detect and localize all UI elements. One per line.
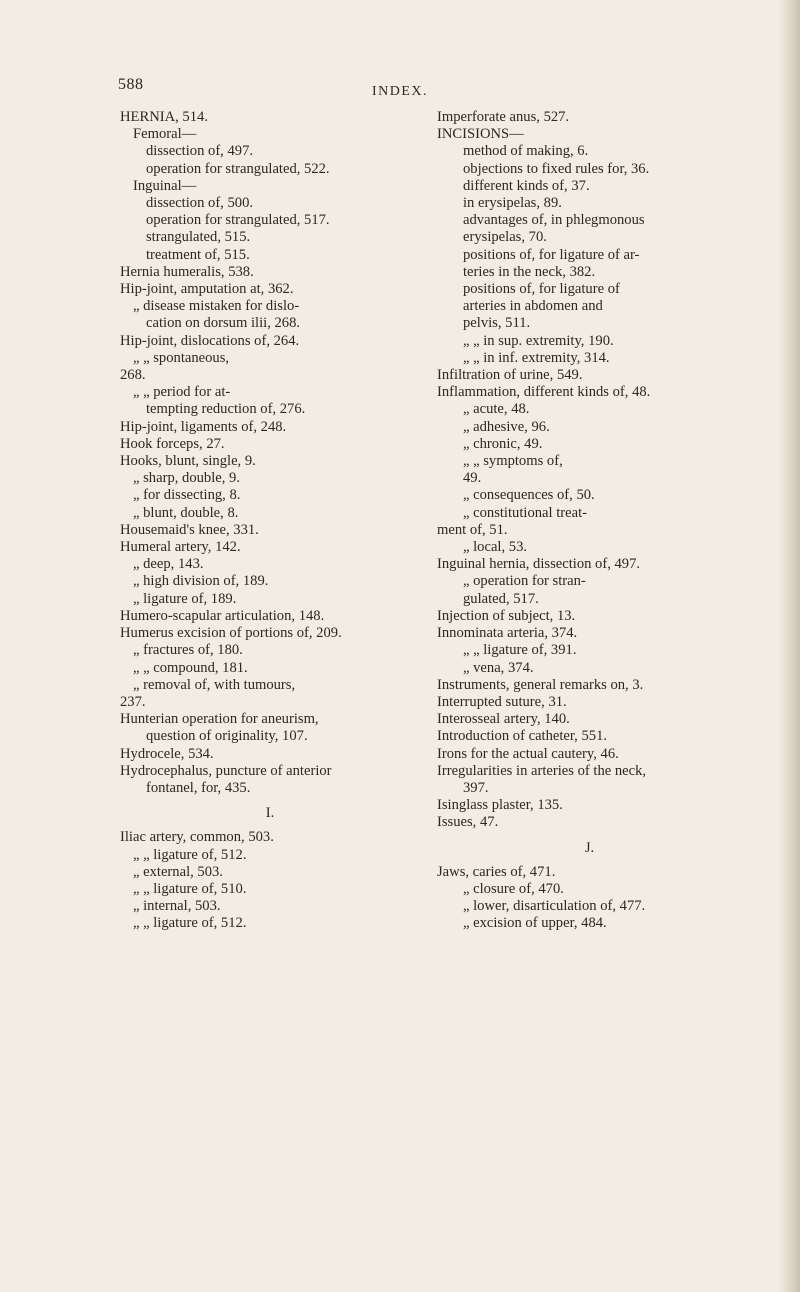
index-entry: Innominata arteria, 374. [437, 625, 578, 642]
index-column-right [437, 109, 742, 933]
index-entry: in erysipelas, 89. [463, 195, 562, 212]
index-entry: 268. [120, 367, 146, 384]
index-entry: „ adhesive, 96. [463, 418, 550, 435]
index-entry: „ blunt, double, 8. [133, 504, 239, 521]
index-column-left [120, 109, 420, 933]
index-entry: Irons for the actual cautery, 46. [437, 745, 619, 762]
index-entry: „ „ in sup. extremity, 190. [463, 332, 614, 349]
index-entry: Hip-joint, dislocations of, 264. [120, 332, 300, 349]
index-entry: HERNIA, 514. [120, 109, 208, 125]
index-entry: objections to fixed rules for, 36. [463, 160, 650, 177]
index-entry: fontanel, for, 435. [146, 779, 251, 796]
index-entry: Humero-scapular articulation, 148. [120, 607, 325, 624]
index-entry: „ fractures of, 180. [133, 642, 243, 659]
index-entry: „ removal of, with tumours, [133, 676, 296, 693]
index-entry: 49. [463, 470, 482, 487]
index-entry: „ „ period for at- [133, 384, 231, 401]
index-entry: different kinds of, 37. [463, 177, 590, 194]
index-entry: Inflammation, different kinds of, 48. [437, 384, 651, 401]
index-entry: „ external, 503. [133, 863, 223, 880]
index-entry: cation on dorsum ilii, 268. [146, 315, 301, 332]
index-entry: „ closure of, 470. [463, 880, 564, 897]
index-entry: „ deep, 143. [133, 556, 204, 573]
index-entry: Hip-joint, ligaments of, 248. [120, 418, 287, 435]
index-entry: Instruments, general remarks on, 3. [437, 676, 644, 693]
index-entry: „ consequences of, 50. [463, 487, 595, 504]
index-entry: „ ligature of, 189. [133, 590, 237, 607]
index-entry: Hook forceps, 27. [120, 435, 225, 452]
index-entry: Hip-joint, amputation at, 362. [120, 281, 294, 298]
index-entry: Infiltration of urine, 549. [437, 367, 583, 384]
index-entry: method of making, 6. [463, 143, 589, 160]
index-entry: gulated, 517. [463, 590, 539, 607]
index-entry: pelvis, 511. [463, 315, 531, 332]
running-head: INDEX. [371, 84, 429, 99]
index-entry: „ constitutional treat- [463, 504, 588, 521]
index-entry: Injection of subject, 13. [437, 607, 576, 624]
index-entry: dissection of, 500. [146, 195, 254, 212]
index-entry: Introduction of catheter, 551. [437, 728, 608, 745]
index-entry: Imperforate anus, 527. [437, 109, 570, 125]
index-entry: „ „ ligature of, 512. [133, 846, 247, 863]
index-entry: question of originality, 107. [146, 728, 308, 745]
index-entry: Inguinal hernia, dissection of, 497. [437, 556, 641, 573]
index-entry: „ lower, disarticulation of, 477. [463, 898, 646, 915]
index-entry: Hooks, blunt, single, 9. [120, 453, 256, 470]
index-entry: „ „ in inf. extremity, 314. [463, 349, 610, 366]
index-entry: tempting reduction of, 276. [146, 401, 306, 418]
index-entry: „ „ compound, 181. [133, 659, 248, 676]
index-entry: „ „ ligature of, 391. [463, 642, 577, 659]
index-entry: „ operation for stran- [463, 573, 586, 590]
index-entry: Humerus excision of portions of, 209. [120, 625, 342, 642]
index-entry: „ for dissecting, 8. [133, 487, 241, 504]
index-entry: „ sharp, double, 9. [133, 470, 240, 487]
section-letter: I. [265, 805, 275, 822]
index-entry: Interrupted suture, 31. [437, 693, 567, 710]
index-entry: Irregularities in arteries of the neck, [437, 762, 647, 779]
index-entry: Interosseal artery, 140. [437, 711, 570, 728]
index-entry: 237. [120, 693, 146, 710]
index-entry: Jaws, caries of, 471. [437, 863, 556, 880]
index-entry: Humeral artery, 142. [120, 539, 241, 556]
index-entry: strangulated, 515. [146, 229, 251, 246]
index-entry: Hunterian operation for aneurism, [120, 711, 319, 728]
index-entry: arteries in abdomen and [463, 298, 603, 315]
index-entry: „ „ ligature of, 512. [133, 915, 247, 932]
index-entry: positions of, for ligature of [463, 281, 620, 298]
index-entry: Issues, 47. [437, 814, 499, 831]
index-entry: ment of, 51. [437, 521, 508, 538]
index-entry: „ chronic, 49. [463, 435, 543, 452]
index-entry: Hydrocele, 534. [120, 745, 214, 762]
index-entry: Inguinal— [133, 177, 197, 194]
page-edge-shadow [778, 0, 800, 1292]
index-entry: Hydrocephalus, puncture of anterior [120, 762, 332, 779]
index-entry: INCISIONS— [437, 126, 524, 143]
index-entry: Housemaid's knee, 331. [120, 521, 259, 538]
index-entry: „ „ spontaneous, [133, 349, 230, 366]
index-entry: 397. [463, 779, 489, 796]
index-entry: Iliac artery, common, 503. [120, 829, 274, 846]
index-entry: dissection of, 497. [146, 143, 254, 160]
page-number: 588 [118, 76, 144, 93]
index-entry: erysipelas, 70. [463, 229, 547, 246]
index-entry: „ high division of, 189. [133, 573, 269, 590]
index-entry: „ vena, 374. [463, 659, 534, 676]
index-entry: „ excision of upper, 484. [463, 915, 607, 932]
index-entry: „ disease mistaken for dislo- [133, 298, 300, 315]
section-letter: J. [584, 839, 595, 856]
index-entry: Hernia humeralis, 538. [120, 263, 254, 280]
index-entry: teries in the neck, 382. [463, 263, 596, 280]
index-entry: „ acute, 48. [463, 401, 530, 418]
index-entry: Femoral— [133, 126, 197, 143]
index-entry: advantages of, in phlegmonous [463, 212, 645, 229]
index-entry: operation for strangulated, 517. [146, 212, 330, 229]
index-entry: „ internal, 503. [133, 898, 221, 915]
index-entry: „ „ ligature of, 510. [133, 880, 247, 897]
index-entry: Isinglass plaster, 135. [437, 797, 563, 814]
index-entry: operation for strangulated, 522. [146, 160, 330, 177]
index-entry: positions of, for ligature of ar- [463, 246, 640, 263]
index-entry: treatment of, 515. [146, 246, 250, 263]
index-entry: „ local, 53. [463, 539, 528, 556]
index-entry: „ „ symptoms of, [463, 453, 563, 470]
